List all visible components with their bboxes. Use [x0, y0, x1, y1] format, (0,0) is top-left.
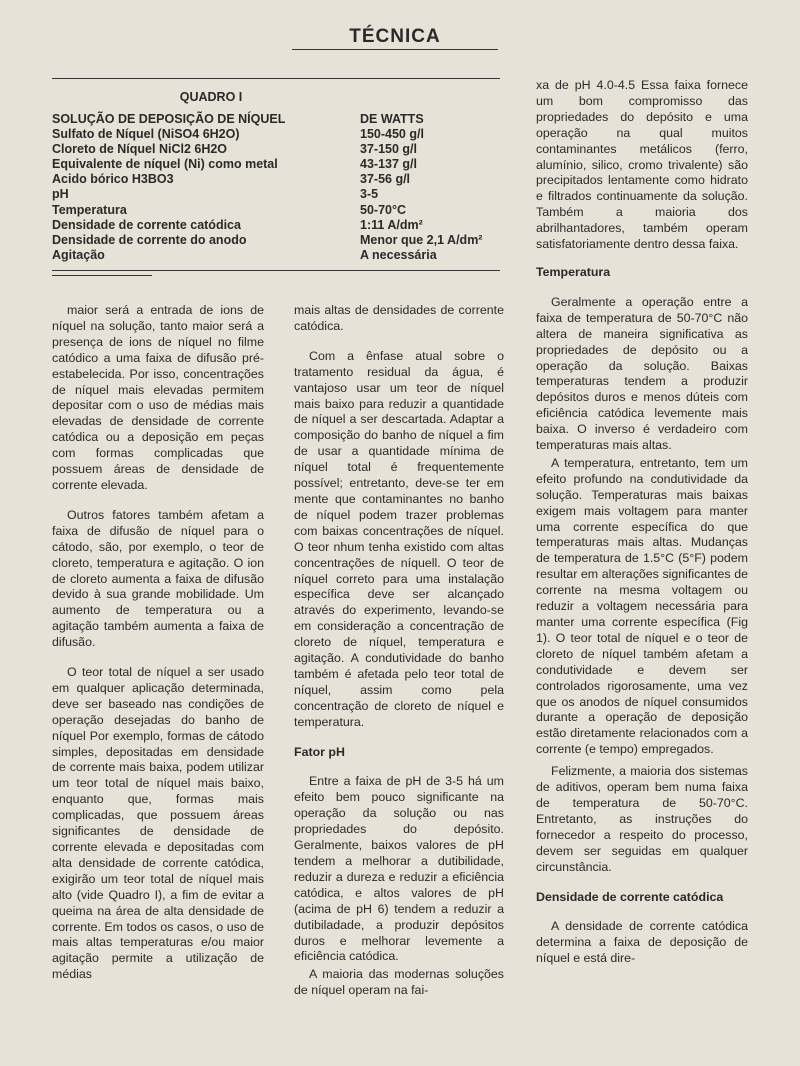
paragraph: Com a ênfase atual sobre o tratamento residual da água, é vantajoso usar um teor de níquel mais baixo para reduzir a quantidade de níquel a ser descartada. Adaptar a composição do banho de níquel a fim de usar a quantidade mínima de níquel total é frequentemente possível; entretanto, deve-se ter em mente que contaminantes no banho de níquel podem trazer problemas com baixas concentrações de níquel. O teor nhum tenha existido com altas concentrações de níquell. O teor de níquel correto para uma instalação específica deve ser alcançado através do experimento, levando-se em consideração a concentração de cloreto de níquel, temperatura e agitação. A condutividade do banho também é afetada pelo teor total de níquel, assim como pela concentração de cloreto de níquel e temperatura. [294, 348, 504, 729]
section-heading: Temperatura [536, 264, 611, 279]
table-row [52, 203, 500, 218]
row-value: 43-137 g/l [360, 157, 417, 172]
row-label: pH [52, 187, 69, 202]
data-table [52, 112, 500, 263]
table-row [52, 172, 500, 187]
table-row [52, 218, 500, 233]
table-row [52, 248, 500, 263]
paragraph: Outros fatores também afetam a faixa de difusão de níquel para o cátodo, são, por exemplo, o teor de cloreto, temperatura e agitação. O ion de cloreto aumenta a faixa de difusão devido à sua grande mobilidade. Um aumento de temperatura ou a agitação também aumenta a faixa de difusão. [52, 507, 264, 650]
row-value: 150-450 g/l [360, 127, 424, 142]
paragraph: A maioria das modernas soluções de níquel operam na fai- [294, 967, 504, 998]
row-value: Menor que 2,1 A/dm² [360, 232, 483, 247]
row-label: SOLUÇÃO DE DEPOSIÇÃO DE NÍQUEL [52, 112, 286, 126]
section-heading: Densidade de corrente catódica [536, 889, 724, 904]
row-value: 1:11 A/dm² [360, 217, 423, 232]
text-column-2 [294, 303, 504, 999]
row-value: 37-150 g/l [360, 142, 417, 157]
paragraph: mais altas de densidades de corrente catódica. [294, 303, 504, 333]
table-title: QUADRO I [179, 90, 243, 104]
table-row [52, 127, 500, 142]
table-row [52, 187, 500, 202]
row-label: Densidade de corrente do anodo [52, 232, 247, 247]
row-value: 37-56 g/l [360, 172, 411, 187]
header-rule [292, 49, 498, 50]
row-label: Agitação [52, 247, 105, 262]
text-column-1 [52, 303, 264, 983]
paragraph: Entre a faixa de pH de 3-5 há um efeito bem pouco significante na operação da solução ou nas propriedades do depósito. Geralmente, baixos valores de pH tendem a melhorar a dutibilidade, reduzir a dureza e reduzir a eficiência catódica, e altos valores de pH (acima de pH 6) tendem a reduzir a dutibiladade, a produzir depósitos duros e melhorar levemente a eficiência catódica. [294, 774, 504, 964]
row-label: Densidade de corrente catódica [52, 217, 241, 232]
table-bottom-rule [52, 270, 500, 271]
section-heading: Fator pH [294, 744, 345, 759]
row-label: Temperatura [52, 202, 127, 217]
paragraph: A densidade de corrente catódica determina a faixa de deposição de níquel e está dire- [536, 919, 748, 966]
table-top-rule [52, 78, 500, 79]
row-value: A necessária [360, 247, 437, 262]
table-row [52, 157, 500, 172]
paragraph: O teor total de níquel a ser usado em qualquer aplicação determinada, deve ser baseado nas condições de operação desejadas do banho de níquel Por exemplo, formas de cátodo simples, depositadas em densidade de corrente mais baixa, podem utilizar um teor total de níquel mais baixo, enquanto que, formas mais complicadas, que possuem áreas significantes de densidade de corrente elevada e depositadas com alta densidade de corrente catódica, exigirão um teor total de níquel mais alto (vide Quadro I), a fim de evitar a queima na área de alta densidade de corrente. Em todos os casos, o uso de mais altas temperaturas e/ou maior agitação permite a utilização de médias [52, 665, 264, 982]
row-value: 50-70°C [360, 202, 406, 217]
row-value: DE WATTS [360, 112, 424, 126]
text-column-3 [536, 78, 748, 967]
table-row [52, 112, 500, 127]
row-label: Cloreto de Níquel NiCl2 6H2O [52, 142, 228, 157]
table-bottom-short-rule [52, 275, 152, 276]
table-row [52, 233, 500, 248]
row-value: 3-5 [360, 187, 379, 202]
table-row [52, 142, 500, 157]
row-label: Equivalente de níquel (Ni) como metal [52, 157, 278, 172]
page-title: TÉCNICA [349, 26, 441, 47]
paragraph: maior será a entrada de ions de níquel na solução, tanto maior será a presença de ions de níquel no filme catódico a uma faixa de difusão pré-estabelecida. Por isso, concentrações de níquel mais elevadas permitem depositar com o uso de médias mais elevadas de densidade de corrente catódica ou a deposição em peças com formas complicadas que possuem áreas de densidade de corrente elevada. [52, 303, 264, 492]
row-label: Sulfato de Níquel (NiSO4 6H2O) [52, 127, 240, 142]
paragraph: Felizmente, a maioria dos sistemas de aditivos, operam bem numa faixa de temperatura de 50-70°C. Entretanto, as instruções do fornecedor a respeito do processo, devem ser seguidas em qualquer circunstância. [536, 764, 748, 874]
paragraph: Geralmente a operação entre a faixa de temperatura de 50-70°C não altera de maneira significativa as propriedades de depósito ou a operação da solução. Baixas temperaturas tendem a produzir depósitos duros e menos dúteis com eficiência catódica levemente mais baixa. O inverso é verdadeiro com temperaturas mais altas. [536, 294, 748, 453]
row-label: Acido bórico H3BO3 [52, 172, 174, 187]
paragraph: xa de pH 4.0-4.5 Essa faixa fornece um bom compromisso das propriedades do depósito e uma operação na qual muitos contaminantes metálicos (ferro, alumínio, silico, cromo trivalente) são precipitados lentamente como hidrato e filtrados continuamente da solução. Também a maioria dos abrilhantadores, também operam satisfatoriamente dentro dessa faixa. [536, 78, 748, 252]
paragraph: A temperatura, entretanto, tem um efeito profundo na condutividade da solução. Temperaturas mais baixas exigem mais voltagem para manter uma corrente específica do que temperaturas mais altas. Mudanças de temperatura de 1.5°C (5°F) podem resultar em alterações significantes de corrente na mesma voltagem ou reduzir a voltagem necessária para manter uma corrente específica (Fig 1). O teor total de níquel e o teor de cloreto de níquel também afetam a condutividade e devem ser controlados rigorosamente, uma vez que os anodos de níquel consumidos durante a operação de deposição estão diretamente relacionados com a corrente (e tempo) empregados. [536, 455, 748, 757]
